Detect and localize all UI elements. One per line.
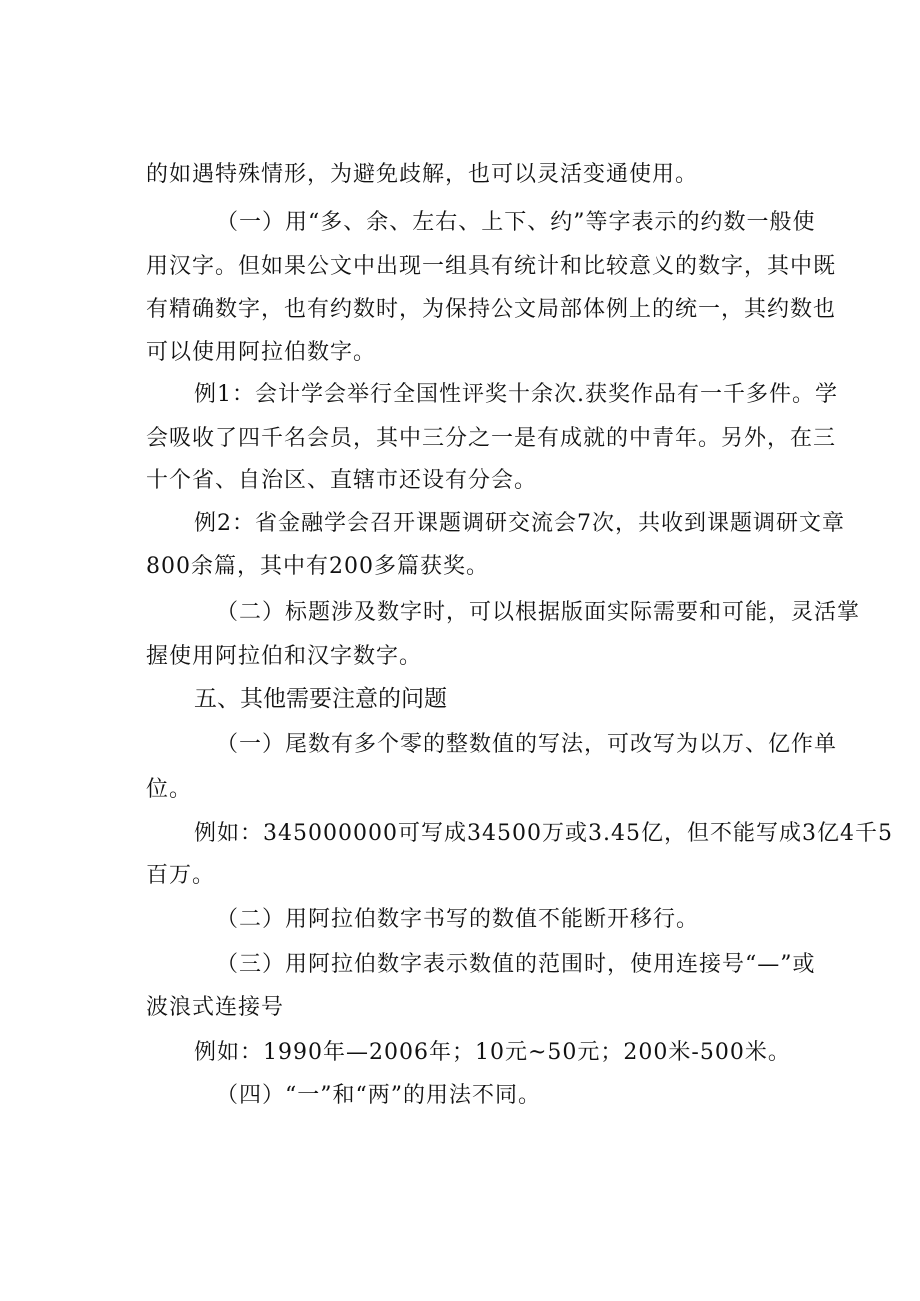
section-heading: 五、其他需要注意的问题 (194, 686, 447, 712)
paragraph-line: 的如遇特殊情形，为避免歧解，也可以灵活变通使用。 (146, 162, 699, 187)
paragraph-line: 例1：会计学会举行全国性评奖十余次.获奖作品有一千多件。学 (194, 382, 838, 407)
paragraph-line: 会吸收了四千名会员，其中三分之一是有成就的中青年。另外，在三 (146, 426, 837, 451)
paragraph-line: 例如：345000000可写成34500万或3.45亿，但不能写成3亿4千5 (194, 821, 893, 846)
paragraph-line: 握使用阿拉伯和汉字数字。 (146, 644, 423, 669)
paragraph-line: 位。 (146, 777, 193, 802)
paragraph-line: （二）用阿拉伯数字书写的数值不能断开移行。 (216, 907, 700, 932)
paragraph-line: （一）用“多、余、左右、上下、约”等字表示的约数一般使 (216, 210, 816, 235)
paragraph-line: 十个省、自治区、直辖市还设有分会。 (146, 468, 538, 493)
paragraph-line: 波浪式连接号 (146, 995, 285, 1020)
paragraph-line: 800余篇，其中有200多篇获奖。 (146, 554, 489, 579)
paragraph-line: （二）标题涉及数字时，可以根据版面实际需要和可能，灵活掌 (216, 600, 861, 625)
paragraph-line: 有精确数字，也有约数时，为保持公文局部体例上的统一，其约数也 (146, 297, 837, 322)
paragraph-line: 例如：1990年—2006年；10元~50元；200米-500米。 (194, 1040, 791, 1065)
paragraph-line: 例2：省金融学会召开课题调研交流会7次，共收到课题调研文章 (194, 511, 845, 536)
paragraph-line: （四）“一”和“两”的用法不同。 (216, 1083, 541, 1108)
paragraph-line: 用汉字。但如果公文中出现一组具有统计和比较意义的数字，其中既 (146, 254, 837, 279)
paragraph-line: （一）尾数有多个零的整数值的写法，可改写为以万、亿作单 (216, 732, 838, 757)
paragraph-line: 百万。 (146, 863, 216, 888)
paragraph-line: （三）用阿拉伯数字表示数值的范围时，使用连接号“—”或 (216, 952, 816, 977)
paragraph-line: 可以使用阿拉伯数字。 (146, 340, 377, 365)
